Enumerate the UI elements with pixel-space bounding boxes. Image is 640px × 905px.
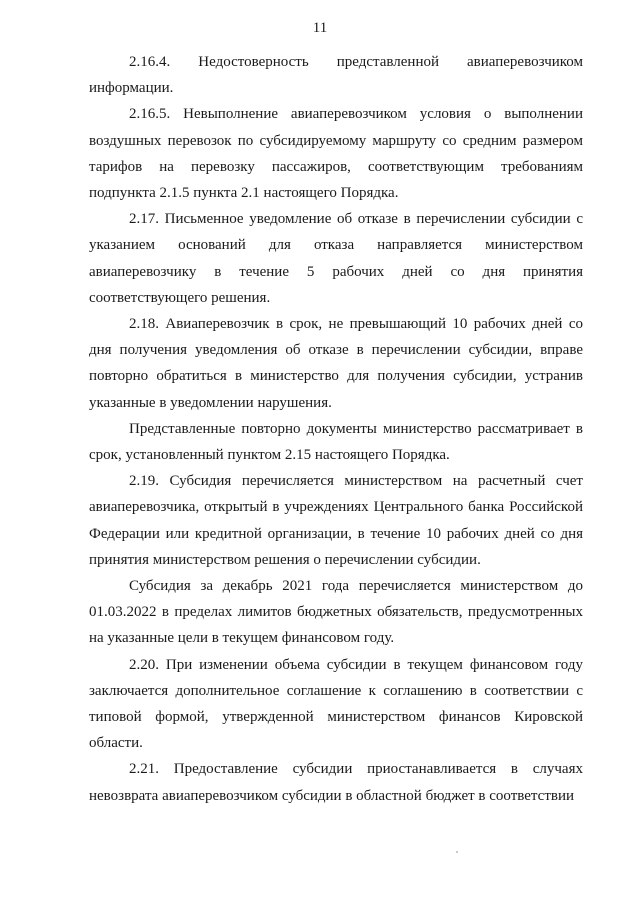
page-number: 11 — [312, 20, 328, 36]
paragraph-2-21: 2.21. Предоставление субсидии приостанавливается в случаях невозврата авиаперевозчиком субсидии в областной бюджет в соответствии — [89, 761, 583, 804]
document-body — [89, 49, 583, 809]
paragraph-2-16-4: 2.16.4. Недостоверность представленной авиаперевозчиком информации. — [89, 54, 583, 97]
scan-artifact — [456, 851, 458, 853]
paragraph-2-18: 2.18. Авиаперевозчик в срок, не превышающий 10 рабочих дней со дня получения уведомления об отказе в перечислении субсидии, вправе повторно обратиться в министерство для получения субсидии, устранив указанные в уведомлении нарушения. — [89, 316, 583, 411]
paragraph-2-19: 2.19. Субсидия перечисляется министерством на расчетный счет авиаперевозчика, открытый в учреждениях Центрального банка Российской Федерации или кредитной организации, в течение 10 рабочих дней со дня принятия министерством решения о перечислении субсидии. — [89, 473, 583, 568]
paragraph-december-subsidy: Субсидия за декабрь 2021 года перечисляется министерством до 01.03.2022 в пределах лимитов бюджетных обязательств, предусмотренных на указанные цели в текущем финансовом году. — [89, 578, 583, 647]
paragraph-resubmission: Представленные повторно документы министерство рассматривает в срок, установленный пунктом 2.15 настоящего Порядка. — [89, 420, 583, 464]
paragraph-2-17: 2.17. Письменное уведомление об отказе в перечислении субсидии с указанием оснований для отказа направляется министерством авиаперевозчику в течение 5 рабочих дней со дня принятия соответствующего решения. — [89, 211, 583, 306]
paragraph-2-20: 2.20. При изменении объема субсидии в текущем финансовом году заключается дополнительное соглашение к соглашению в соответствии с типовой формой, утвержденной министерством финансов Кировской области. — [89, 656, 583, 752]
paragraph-2-16-5: 2.16.5. Невыполнение авиаперевозчиком условия о выполнении воздушных перевозок по субсидируемому маршруту со средним размером тарифов на перевозку пассажиров, соответствующим требованиям подпункта 2.1.5 пункта 2.1 настоящего Порядка. — [89, 106, 583, 202]
